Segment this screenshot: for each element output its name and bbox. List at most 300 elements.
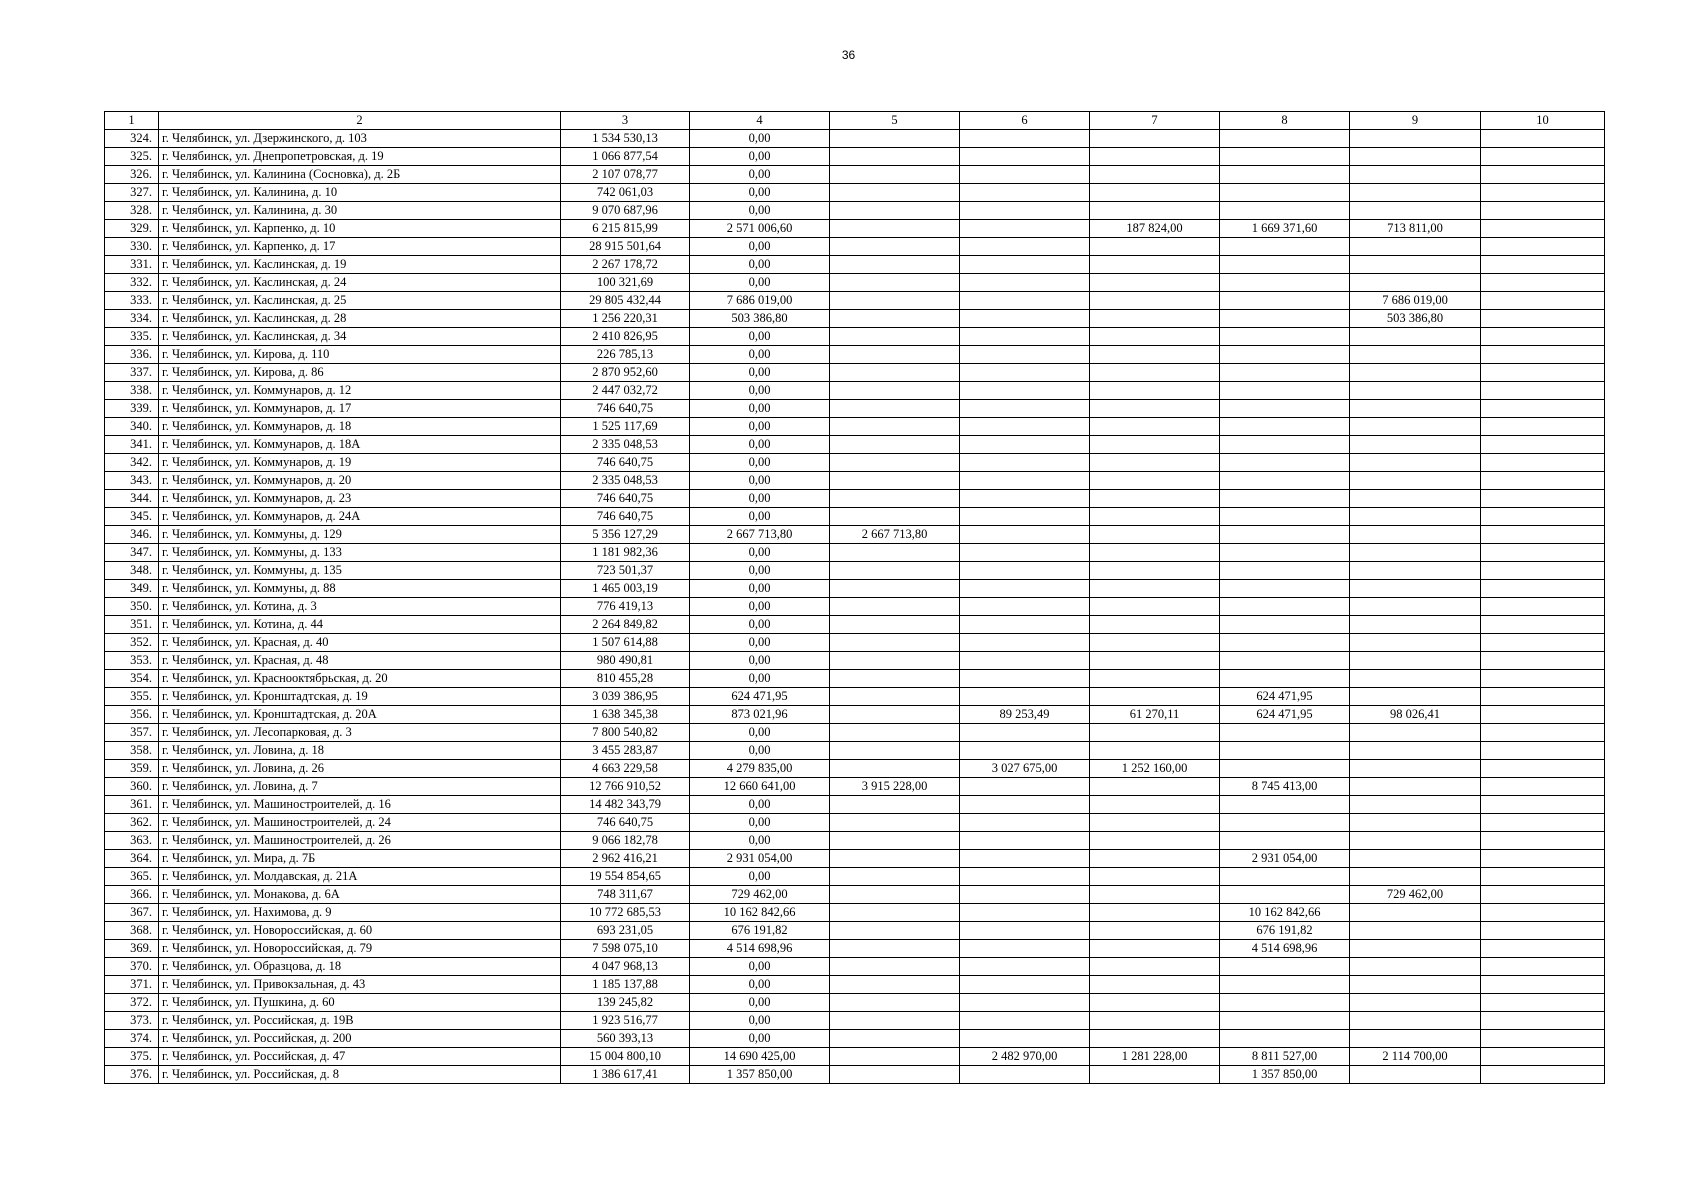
- cell-amount-col7: [1090, 472, 1220, 490]
- cell-amount-col5: [830, 418, 960, 436]
- cell-row-number: 344.: [105, 490, 159, 508]
- cell-amount-col8: [1220, 184, 1350, 202]
- cell-amount-col10: [1481, 328, 1605, 346]
- cell-address: г. Челябинск, ул. Машиностроителей, д. 16: [159, 796, 561, 814]
- cell-amount-col6: 2 482 970,00: [960, 1048, 1090, 1066]
- cell-amount-col3: 1 465 003,19: [561, 580, 690, 598]
- cell-amount-col6: [960, 472, 1090, 490]
- cell-amount-col9: [1350, 454, 1481, 472]
- cell-amount-col4: 0,00: [690, 184, 830, 202]
- cell-amount-col6: [960, 1030, 1090, 1048]
- cell-amount-col10: [1481, 832, 1605, 850]
- cell-amount-col7: [1090, 382, 1220, 400]
- cell-row-number: 367.: [105, 904, 159, 922]
- cell-amount-col5: [830, 814, 960, 832]
- cell-row-number: 376.: [105, 1066, 159, 1084]
- cell-amount-col5: [830, 166, 960, 184]
- cell-amount-col4: 1 357 850,00: [690, 1066, 830, 1084]
- cell-amount-col10: [1481, 400, 1605, 418]
- cell-amount-col10: [1481, 706, 1605, 724]
- cell-amount-col3: 1 066 877,54: [561, 148, 690, 166]
- cell-amount-col4: 0,00: [690, 454, 830, 472]
- table-row: [105, 1012, 1605, 1030]
- table-body: [105, 130, 1605, 1084]
- cell-amount-col4: 0,00: [690, 328, 830, 346]
- cell-amount-col3: 746 640,75: [561, 508, 690, 526]
- cell-address: г. Челябинск, ул. Каслинская, д. 34: [159, 328, 561, 346]
- cell-amount-col7: [1090, 202, 1220, 220]
- cell-amount-col5: [830, 310, 960, 328]
- cell-amount-col6: [960, 490, 1090, 508]
- table-row: [105, 184, 1605, 202]
- cell-amount-col8: 624 471,95: [1220, 688, 1350, 706]
- cell-amount-col8: [1220, 886, 1350, 904]
- cell-amount-col3: 4 663 229,58: [561, 760, 690, 778]
- table-row: [105, 976, 1605, 994]
- table-row: [105, 922, 1605, 940]
- cell-amount-col6: [960, 292, 1090, 310]
- cell-amount-col3: 29 805 432,44: [561, 292, 690, 310]
- cell-address: г. Челябинск, ул. Российская, д. 19В: [159, 1012, 561, 1030]
- cell-amount-col8: [1220, 238, 1350, 256]
- table-row: [105, 220, 1605, 238]
- cell-amount-col3: 28 915 501,64: [561, 238, 690, 256]
- cell-amount-col5: [830, 724, 960, 742]
- cell-amount-col7: [1090, 868, 1220, 886]
- column-header-6: 6: [960, 112, 1090, 130]
- cell-amount-col9: 729 462,00: [1350, 886, 1481, 904]
- cell-amount-col5: [830, 130, 960, 148]
- cell-amount-col5: [830, 742, 960, 760]
- cell-amount-col7: 187 824,00: [1090, 220, 1220, 238]
- cell-amount-col6: [960, 1066, 1090, 1084]
- cell-amount-col10: [1481, 1066, 1605, 1084]
- cell-row-number: 343.: [105, 472, 159, 490]
- table-row: [105, 346, 1605, 364]
- column-header-7: 7: [1090, 112, 1220, 130]
- cell-amount-col8: [1220, 994, 1350, 1012]
- cell-amount-col8: [1220, 868, 1350, 886]
- cell-amount-col4: 0,00: [690, 274, 830, 292]
- cell-amount-col7: [1090, 400, 1220, 418]
- cell-amount-col9: [1350, 472, 1481, 490]
- cell-amount-col4: 0,00: [690, 562, 830, 580]
- cell-amount-col5: [830, 1066, 960, 1084]
- table-row: [105, 130, 1605, 148]
- cell-amount-col3: 1 923 516,77: [561, 1012, 690, 1030]
- cell-amount-col5: [830, 922, 960, 940]
- cell-amount-col9: [1350, 994, 1481, 1012]
- cell-amount-col6: [960, 958, 1090, 976]
- cell-amount-col4: 0,00: [690, 724, 830, 742]
- cell-amount-col5: [830, 868, 960, 886]
- cell-amount-col5: [830, 652, 960, 670]
- cell-amount-col10: [1481, 472, 1605, 490]
- cell-amount-col7: [1090, 238, 1220, 256]
- cell-amount-col8: [1220, 130, 1350, 148]
- table-row: [105, 868, 1605, 886]
- cell-amount-col5: [830, 886, 960, 904]
- cell-row-number: 339.: [105, 400, 159, 418]
- cell-amount-col3: 746 640,75: [561, 490, 690, 508]
- cell-amount-col10: [1481, 166, 1605, 184]
- cell-address: г. Челябинск, ул. Коммунаров, д. 19: [159, 454, 561, 472]
- cell-amount-col6: 89 253,49: [960, 706, 1090, 724]
- cell-address: г. Челябинск, ул. Коммунаров, д. 18: [159, 418, 561, 436]
- cell-amount-col4: 0,00: [690, 814, 830, 832]
- cell-row-number: 358.: [105, 742, 159, 760]
- cell-amount-col4: 503 386,80: [690, 310, 830, 328]
- cell-amount-col5: [830, 454, 960, 472]
- cell-amount-col9: [1350, 760, 1481, 778]
- cell-amount-col4: 0,00: [690, 976, 830, 994]
- cell-amount-col9: [1350, 238, 1481, 256]
- cell-amount-col8: [1220, 742, 1350, 760]
- cell-amount-col7: [1090, 922, 1220, 940]
- cell-amount-col9: [1350, 958, 1481, 976]
- cell-amount-col3: 1 181 982,36: [561, 544, 690, 562]
- cell-amount-col7: [1090, 130, 1220, 148]
- cell-amount-col7: [1090, 346, 1220, 364]
- cell-amount-col8: 624 471,95: [1220, 706, 1350, 724]
- cell-amount-col8: 676 191,82: [1220, 922, 1350, 940]
- cell-amount-col7: [1090, 328, 1220, 346]
- cell-amount-col3: 2 264 849,82: [561, 616, 690, 634]
- table-row: [105, 760, 1605, 778]
- cell-amount-col3: 2 335 048,53: [561, 436, 690, 454]
- cell-address: г. Челябинск, ул. Пушкина, д. 60: [159, 994, 561, 1012]
- cell-amount-col10: [1481, 364, 1605, 382]
- cell-amount-col8: [1220, 814, 1350, 832]
- cell-row-number: 326.: [105, 166, 159, 184]
- cell-amount-col3: 7 598 075,10: [561, 940, 690, 958]
- cell-amount-col3: 2 447 032,72: [561, 382, 690, 400]
- cell-row-number: 360.: [105, 778, 159, 796]
- table-row: [105, 400, 1605, 418]
- cell-amount-col10: [1481, 616, 1605, 634]
- cell-amount-col4: 729 462,00: [690, 886, 830, 904]
- cell-amount-col9: [1350, 166, 1481, 184]
- page-number: 36: [841, 48, 856, 62]
- cell-amount-col3: 4 047 968,13: [561, 958, 690, 976]
- cell-amount-col10: [1481, 940, 1605, 958]
- column-header-8: 8: [1220, 112, 1350, 130]
- cell-amount-col8: [1220, 634, 1350, 652]
- cell-amount-col9: [1350, 382, 1481, 400]
- cell-amount-col6: [960, 742, 1090, 760]
- cell-amount-col3: 2 267 178,72: [561, 256, 690, 274]
- cell-address: г. Челябинск, ул. Российская, д. 47: [159, 1048, 561, 1066]
- cell-amount-col8: 8 811 527,00: [1220, 1048, 1350, 1066]
- cell-amount-col8: 1 669 371,60: [1220, 220, 1350, 238]
- table-row: [105, 778, 1605, 796]
- cell-address: г. Челябинск, ул. Коммунаров, д. 23: [159, 490, 561, 508]
- cell-amount-col5: [830, 1030, 960, 1048]
- column-header-3: 3: [561, 112, 690, 130]
- cell-amount-col4: 0,00: [690, 634, 830, 652]
- cell-row-number: 371.: [105, 976, 159, 994]
- cell-amount-col6: [960, 904, 1090, 922]
- cell-amount-col6: [960, 1012, 1090, 1030]
- cell-amount-col10: [1481, 274, 1605, 292]
- cell-row-number: 330.: [105, 238, 159, 256]
- cell-amount-col8: [1220, 832, 1350, 850]
- cell-row-number: 351.: [105, 616, 159, 634]
- cell-row-number: 365.: [105, 868, 159, 886]
- cell-amount-col4: 10 162 842,66: [690, 904, 830, 922]
- cell-address: г. Челябинск, ул. Котина, д. 44: [159, 616, 561, 634]
- table-row: [105, 724, 1605, 742]
- cell-amount-col8: [1220, 580, 1350, 598]
- cell-amount-col6: [960, 562, 1090, 580]
- cell-address: г. Челябинск, ул. Кирова, д. 86: [159, 364, 561, 382]
- cell-row-number: 359.: [105, 760, 159, 778]
- cell-amount-col10: [1481, 508, 1605, 526]
- cell-address: г. Челябинск, ул. Монакова, д. 6А: [159, 886, 561, 904]
- table-row: [105, 1030, 1605, 1048]
- cell-row-number: 366.: [105, 886, 159, 904]
- cell-amount-col10: [1481, 760, 1605, 778]
- table-row: [105, 490, 1605, 508]
- cell-amount-col6: [960, 814, 1090, 832]
- cell-amount-col4: 0,00: [690, 472, 830, 490]
- cell-amount-col3: 6 215 815,99: [561, 220, 690, 238]
- cell-amount-col8: [1220, 148, 1350, 166]
- cell-amount-col6: [960, 436, 1090, 454]
- cell-amount-col10: [1481, 238, 1605, 256]
- cell-amount-col3: 2 962 416,21: [561, 850, 690, 868]
- cell-amount-col7: [1090, 544, 1220, 562]
- cell-row-number: 375.: [105, 1048, 159, 1066]
- cell-amount-col3: 980 490,81: [561, 652, 690, 670]
- cell-amount-col9: [1350, 616, 1481, 634]
- cell-amount-col7: [1090, 652, 1220, 670]
- cell-amount-col7: [1090, 184, 1220, 202]
- cell-amount-col10: [1481, 976, 1605, 994]
- cell-address: г. Челябинск, ул. Каслинская, д. 24: [159, 274, 561, 292]
- cell-amount-col6: [960, 184, 1090, 202]
- cell-amount-col9: [1350, 850, 1481, 868]
- cell-amount-col4: 0,00: [690, 436, 830, 454]
- cell-address: г. Челябинск, ул. Привокзальная, д. 43: [159, 976, 561, 994]
- cell-amount-col6: [960, 508, 1090, 526]
- cell-amount-col3: 7 800 540,82: [561, 724, 690, 742]
- column-header-1: 1: [105, 112, 159, 130]
- cell-amount-col10: [1481, 490, 1605, 508]
- cell-amount-col9: [1350, 634, 1481, 652]
- cell-amount-col9: [1350, 670, 1481, 688]
- cell-address: г. Челябинск, ул. Новороссийская, д. 79: [159, 940, 561, 958]
- cell-amount-col4: 0,00: [690, 868, 830, 886]
- cell-address: г. Челябинск, ул. Калинина, д. 10: [159, 184, 561, 202]
- cell-row-number: 347.: [105, 544, 159, 562]
- cell-address: г. Челябинск, ул. Коммунаров, д. 12: [159, 382, 561, 400]
- cell-amount-col5: [830, 292, 960, 310]
- cell-amount-col5: [830, 346, 960, 364]
- column-header-2: 2: [159, 112, 561, 130]
- cell-amount-col9: 713 811,00: [1350, 220, 1481, 238]
- cell-amount-col6: [960, 256, 1090, 274]
- cell-amount-col5: [830, 976, 960, 994]
- cell-address: г. Челябинск, ул. Российская, д. 8: [159, 1066, 561, 1084]
- cell-amount-col7: [1090, 454, 1220, 472]
- cell-amount-col9: [1350, 652, 1481, 670]
- cell-amount-col7: [1090, 580, 1220, 598]
- cell-amount-col6: [960, 454, 1090, 472]
- column-header-5: 5: [830, 112, 960, 130]
- cell-amount-col8: [1220, 364, 1350, 382]
- cell-amount-col10: [1481, 796, 1605, 814]
- cell-amount-col4: 0,00: [690, 958, 830, 976]
- cell-amount-col3: 1 534 530,13: [561, 130, 690, 148]
- cell-amount-col7: [1090, 850, 1220, 868]
- cell-amount-col5: [830, 562, 960, 580]
- cell-row-number: 370.: [105, 958, 159, 976]
- table-row: [105, 904, 1605, 922]
- cell-amount-col4: 0,00: [690, 148, 830, 166]
- cell-amount-col6: [960, 400, 1090, 418]
- cell-amount-col8: [1220, 292, 1350, 310]
- cell-amount-col7: [1090, 796, 1220, 814]
- table-row: [105, 418, 1605, 436]
- cell-amount-col6: [960, 202, 1090, 220]
- cell-row-number: 324.: [105, 130, 159, 148]
- cell-amount-col9: [1350, 436, 1481, 454]
- cell-amount-col10: [1481, 904, 1605, 922]
- cell-amount-col4: 0,00: [690, 202, 830, 220]
- cell-amount-col5: [830, 328, 960, 346]
- cell-amount-col5: [830, 796, 960, 814]
- cell-amount-col9: [1350, 724, 1481, 742]
- cell-row-number: 340.: [105, 418, 159, 436]
- cell-amount-col3: 10 772 685,53: [561, 904, 690, 922]
- cell-amount-col8: [1220, 1012, 1350, 1030]
- table-row: [105, 940, 1605, 958]
- cell-amount-col6: [960, 310, 1090, 328]
- cell-amount-col6: [960, 364, 1090, 382]
- table-row: [105, 328, 1605, 346]
- cell-address: г. Челябинск, ул. Ловина, д. 26: [159, 760, 561, 778]
- cell-amount-col7: [1090, 148, 1220, 166]
- cell-amount-col8: [1220, 436, 1350, 454]
- cell-amount-col5: [830, 472, 960, 490]
- cell-amount-col9: [1350, 868, 1481, 886]
- cell-address: г. Челябинск, ул. Коммуны, д. 88: [159, 580, 561, 598]
- cell-amount-col10: [1481, 418, 1605, 436]
- cell-amount-col9: [1350, 904, 1481, 922]
- cell-amount-col3: 9 070 687,96: [561, 202, 690, 220]
- cell-amount-col4: 0,00: [690, 598, 830, 616]
- cell-amount-col8: [1220, 346, 1350, 364]
- cell-row-number: 333.: [105, 292, 159, 310]
- table-row: [105, 382, 1605, 400]
- cell-amount-col3: 3 039 386,95: [561, 688, 690, 706]
- cell-row-number: 369.: [105, 940, 159, 958]
- cell-amount-col5: [830, 1048, 960, 1066]
- cell-amount-col9: [1350, 688, 1481, 706]
- cell-amount-col5: [830, 706, 960, 724]
- cell-row-number: 364.: [105, 850, 159, 868]
- table-row: [105, 310, 1605, 328]
- cell-amount-col10: [1481, 598, 1605, 616]
- table-row: [105, 706, 1605, 724]
- cell-amount-col7: [1090, 832, 1220, 850]
- cell-amount-col5: [830, 634, 960, 652]
- cell-amount-col7: [1090, 310, 1220, 328]
- cell-amount-col8: [1220, 328, 1350, 346]
- cell-amount-col3: 746 640,75: [561, 400, 690, 418]
- data-table: [104, 111, 1605, 1084]
- cell-amount-col8: [1220, 310, 1350, 328]
- cell-row-number: 355.: [105, 688, 159, 706]
- cell-amount-col7: [1090, 562, 1220, 580]
- cell-address: г. Челябинск, ул. Краснооктябрьская, д. 20: [159, 670, 561, 688]
- cell-amount-col4: 0,00: [690, 616, 830, 634]
- table-row: [105, 274, 1605, 292]
- cell-address: г. Челябинск, ул. Ловина, д. 7: [159, 778, 561, 796]
- cell-amount-col3: 748 311,67: [561, 886, 690, 904]
- table-row: [105, 544, 1605, 562]
- cell-amount-col4: 676 191,82: [690, 922, 830, 940]
- cell-amount-col7: 1 281 228,00: [1090, 1048, 1220, 1066]
- cell-row-number: 362.: [105, 814, 159, 832]
- table-row: [105, 796, 1605, 814]
- cell-amount-col9: [1350, 1030, 1481, 1048]
- cell-amount-col10: [1481, 382, 1605, 400]
- cell-amount-col9: [1350, 580, 1481, 598]
- cell-amount-col10: [1481, 454, 1605, 472]
- cell-amount-col7: [1090, 994, 1220, 1012]
- cell-amount-col3: 1 185 137,88: [561, 976, 690, 994]
- cell-amount-col10: [1481, 292, 1605, 310]
- cell-amount-col9: [1350, 976, 1481, 994]
- cell-amount-col10: [1481, 184, 1605, 202]
- cell-amount-col6: [960, 922, 1090, 940]
- table-row: [105, 814, 1605, 832]
- cell-amount-col4: 4 279 835,00: [690, 760, 830, 778]
- cell-amount-col9: [1350, 922, 1481, 940]
- cell-amount-col3: 12 766 910,52: [561, 778, 690, 796]
- cell-amount-col5: [830, 832, 960, 850]
- cell-amount-col6: [960, 166, 1090, 184]
- cell-amount-col7: [1090, 598, 1220, 616]
- cell-amount-col4: 0,00: [690, 256, 830, 274]
- cell-amount-col4: 0,00: [690, 1012, 830, 1030]
- cell-amount-col6: [960, 598, 1090, 616]
- cell-amount-col9: [1350, 274, 1481, 292]
- cell-amount-col6: [960, 868, 1090, 886]
- cell-amount-col5: [830, 994, 960, 1012]
- table-row: [105, 832, 1605, 850]
- cell-amount-col3: 14 482 343,79: [561, 796, 690, 814]
- table-row: [105, 652, 1605, 670]
- cell-amount-col6: [960, 346, 1090, 364]
- cell-row-number: 338.: [105, 382, 159, 400]
- table-row: [105, 742, 1605, 760]
- cell-amount-col8: [1220, 508, 1350, 526]
- cell-amount-col9: [1350, 796, 1481, 814]
- cell-amount-col6: [960, 796, 1090, 814]
- cell-amount-col10: [1481, 148, 1605, 166]
- cell-amount-col4: 2 667 713,80: [690, 526, 830, 544]
- cell-row-number: 368.: [105, 922, 159, 940]
- cell-row-number: 342.: [105, 454, 159, 472]
- cell-amount-col9: [1350, 148, 1481, 166]
- cell-amount-col9: [1350, 202, 1481, 220]
- cell-amount-col4: 0,00: [690, 166, 830, 184]
- cell-amount-col4: 0,00: [690, 796, 830, 814]
- cell-amount-col9: [1350, 346, 1481, 364]
